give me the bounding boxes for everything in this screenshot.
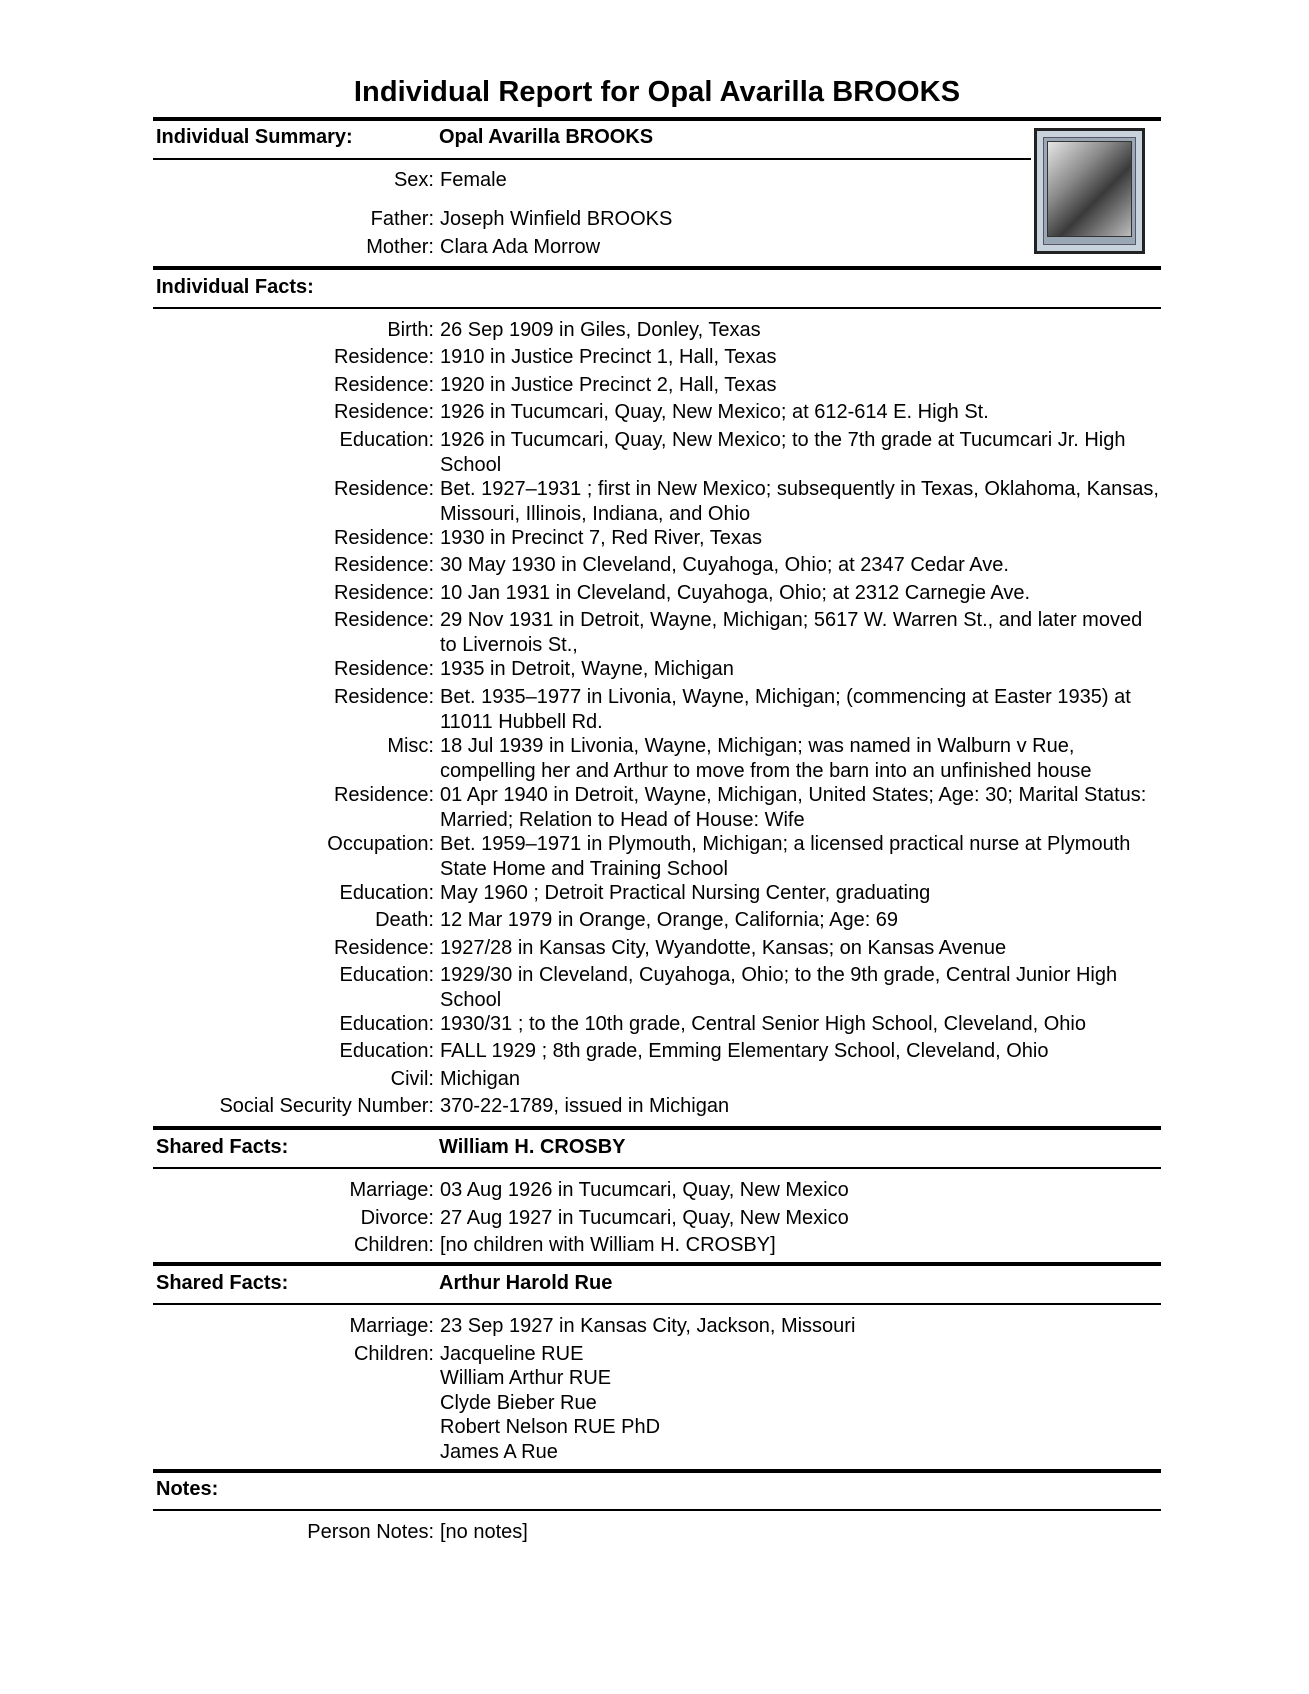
fact-value: Clara Ada Morrow (440, 236, 601, 258)
section-underline (153, 307, 1161, 309)
fact-value: 29 Nov 1931 in Detroit, Wayne, Michigan; 5617 W. Warren St., and later moved to Livernois St., (440, 609, 1143, 656)
fact-label: Social Security Number: (219, 1095, 434, 1117)
fact-value: May 1960 ; Detroit Practical Nursing Center, graduating (440, 882, 931, 904)
fact-value: 1910 in Justice Precinct 1, Hall, Texas (440, 346, 777, 368)
section-underline (153, 1509, 1161, 1511)
summary-name: Opal Avarilla BROOKS (439, 126, 654, 148)
fact-value: 30 May 1930 in Cleveland, Cuyahoga, Ohio; at 2347 Cedar Ave. (440, 554, 1009, 576)
fact-value: Bet. 1959–1971 in Plymouth, Michigan; a licensed practical nurse at Plymouth State Home and Training School (440, 833, 1131, 880)
notes-label: Notes: (156, 1478, 219, 1500)
fact-label: Education: (339, 882, 434, 904)
shared-facts-label: Shared Facts: (156, 1136, 289, 1158)
section-underline (153, 1303, 1161, 1305)
fact-value: 1935 in Detroit, Wayne, Michigan (440, 658, 734, 680)
fact-label: Residence: (333, 401, 434, 423)
fact-label: Education: (339, 1040, 434, 1062)
fact-label: Residence: (333, 374, 434, 396)
fact-label: Residence: (333, 554, 434, 576)
fact-value: 1930/31 ; to the 10th grade, Central Senior High School, Cleveland, Ohio (440, 1013, 1086, 1035)
fact-label: Mother: (366, 236, 434, 258)
facts-label: Individual Facts: (156, 276, 314, 298)
fact-value: Robert Nelson RUE PhD (440, 1416, 661, 1438)
fact-value: [no children with William H. CROSBY] (440, 1234, 776, 1256)
spouse-name: William H. CROSBY (439, 1136, 626, 1158)
fact-value: Michigan (440, 1068, 521, 1090)
section-underline (153, 1167, 1161, 1169)
fact-value: Female (440, 169, 507, 191)
fact-value: 01 Apr 1940 in Detroit, Wayne, Michigan, United States; Age: 30; Marital Status: Married; Relation to Head of House: Wife (440, 784, 1147, 831)
fact-label: Residence: (333, 686, 434, 708)
section-divider (153, 1469, 1161, 1473)
fact-value: William Arthur RUE (440, 1367, 612, 1389)
fact-value: FALL 1929 ; 8th grade, Emming Elementary School, Cleveland, Ohio (440, 1040, 1049, 1062)
section-divider (153, 1126, 1161, 1130)
fact-label: Education: (339, 1013, 434, 1035)
fact-label: Residence: (333, 937, 434, 959)
fact-label: Residence: (333, 582, 434, 604)
fact-value: 1926 in Tucumcari, Quay, New Mexico; to the 7th grade at Tucumcari Jr. High School (440, 429, 1126, 476)
fact-label: Sex: (393, 169, 434, 191)
fact-value: 27 Aug 1927 in Tucumcari, Quay, New Mexico (440, 1207, 849, 1229)
fact-label: Residence: (333, 784, 434, 806)
fact-value: Joseph Winfield BROOKS (440, 208, 673, 230)
fact-value: Clyde Bieber Rue (440, 1392, 597, 1414)
fact-value: 1926 in Tucumcari, Quay, New Mexico; at 612-614 E. High St. (440, 401, 989, 423)
section-divider (153, 1262, 1161, 1266)
fact-label: Misc: (387, 735, 434, 757)
fact-label: Residence: (333, 478, 434, 500)
section-divider (153, 117, 1161, 121)
fact-label: Residence: (333, 609, 434, 631)
fact-label: Person Notes: (307, 1521, 434, 1543)
fact-value: 26 Sep 1909 in Giles, Donley, Texas (440, 319, 761, 341)
fact-label: Residence: (333, 527, 434, 549)
fact-label: Occupation: (327, 833, 434, 855)
fact-value: 1927/28 in Kansas City, Wyandotte, Kansas; on Kansas Avenue (440, 937, 1007, 959)
summary-label: Individual Summary: (156, 126, 353, 148)
fact-value: 370-22-1789, issued in Michigan (440, 1095, 730, 1117)
fact-value: 12 Mar 1979 in Orange, Orange, California; Age: 69 (440, 909, 899, 931)
fact-value: 1920 in Justice Precinct 2, Hall, Texas (440, 374, 777, 396)
fact-value: 23 Sep 1927 in Kansas City, Jackson, Missouri (440, 1315, 856, 1337)
fact-label: Residence: (333, 658, 434, 680)
fact-value: Jacqueline RUE (440, 1343, 584, 1365)
fact-label: Children: (353, 1343, 434, 1365)
fact-value: [no notes] (440, 1521, 528, 1543)
fact-label: Marriage: (349, 1315, 434, 1337)
report-title: Individual Report for Opal Avarilla BROOKS (353, 76, 961, 108)
fact-label: Residence: (333, 346, 434, 368)
spouse-name: Arthur Harold Rue (439, 1272, 613, 1294)
fact-label: Father: (370, 208, 434, 230)
fact-label: Civil: (390, 1068, 434, 1090)
fact-value: 18 Jul 1939 in Livonia, Wayne, Michigan; was named in Walburn v Rue, compelling her and Arthur to move from the barn into an unfinished house (440, 735, 1092, 782)
fact-value: Bet. 1927–1931 ; first in New Mexico; subsequently in Texas, Oklahoma, Kansas, Missouri, Illinois, Indiana, and Ohio (440, 478, 1159, 525)
fact-label: Birth: (387, 319, 434, 341)
fact-label: Education: (339, 964, 434, 986)
fact-value: 1929/30 in Cleveland, Cuyahoga, Ohio; to the 9th grade, Central Junior High School (440, 964, 1118, 1011)
section-underline (153, 158, 1031, 160)
fact-value: 03 Aug 1926 in Tucumcari, Quay, New Mexico (440, 1179, 849, 1201)
fact-value: 1930 in Precinct 7, Red River, Texas (440, 527, 763, 549)
fact-label: Death: (375, 909, 434, 931)
fact-value: James A Rue (440, 1441, 558, 1463)
shared-facts-label: Shared Facts: (156, 1272, 289, 1294)
section-divider (153, 266, 1161, 270)
fact-label: Education: (339, 429, 434, 451)
fact-value: 10 Jan 1931 in Cleveland, Cuyahoga, Ohio; at 2312 Carnegie Ave. (440, 582, 1031, 604)
fact-label: Divorce: (360, 1207, 434, 1229)
fact-value: Bet. 1935–1977 in Livonia, Wayne, Michigan; (commencing at Easter 1935) at 11011 Hubbell Rd. (440, 686, 1131, 733)
fact-label: Children: (353, 1234, 434, 1256)
fact-label: Marriage: (349, 1179, 434, 1201)
